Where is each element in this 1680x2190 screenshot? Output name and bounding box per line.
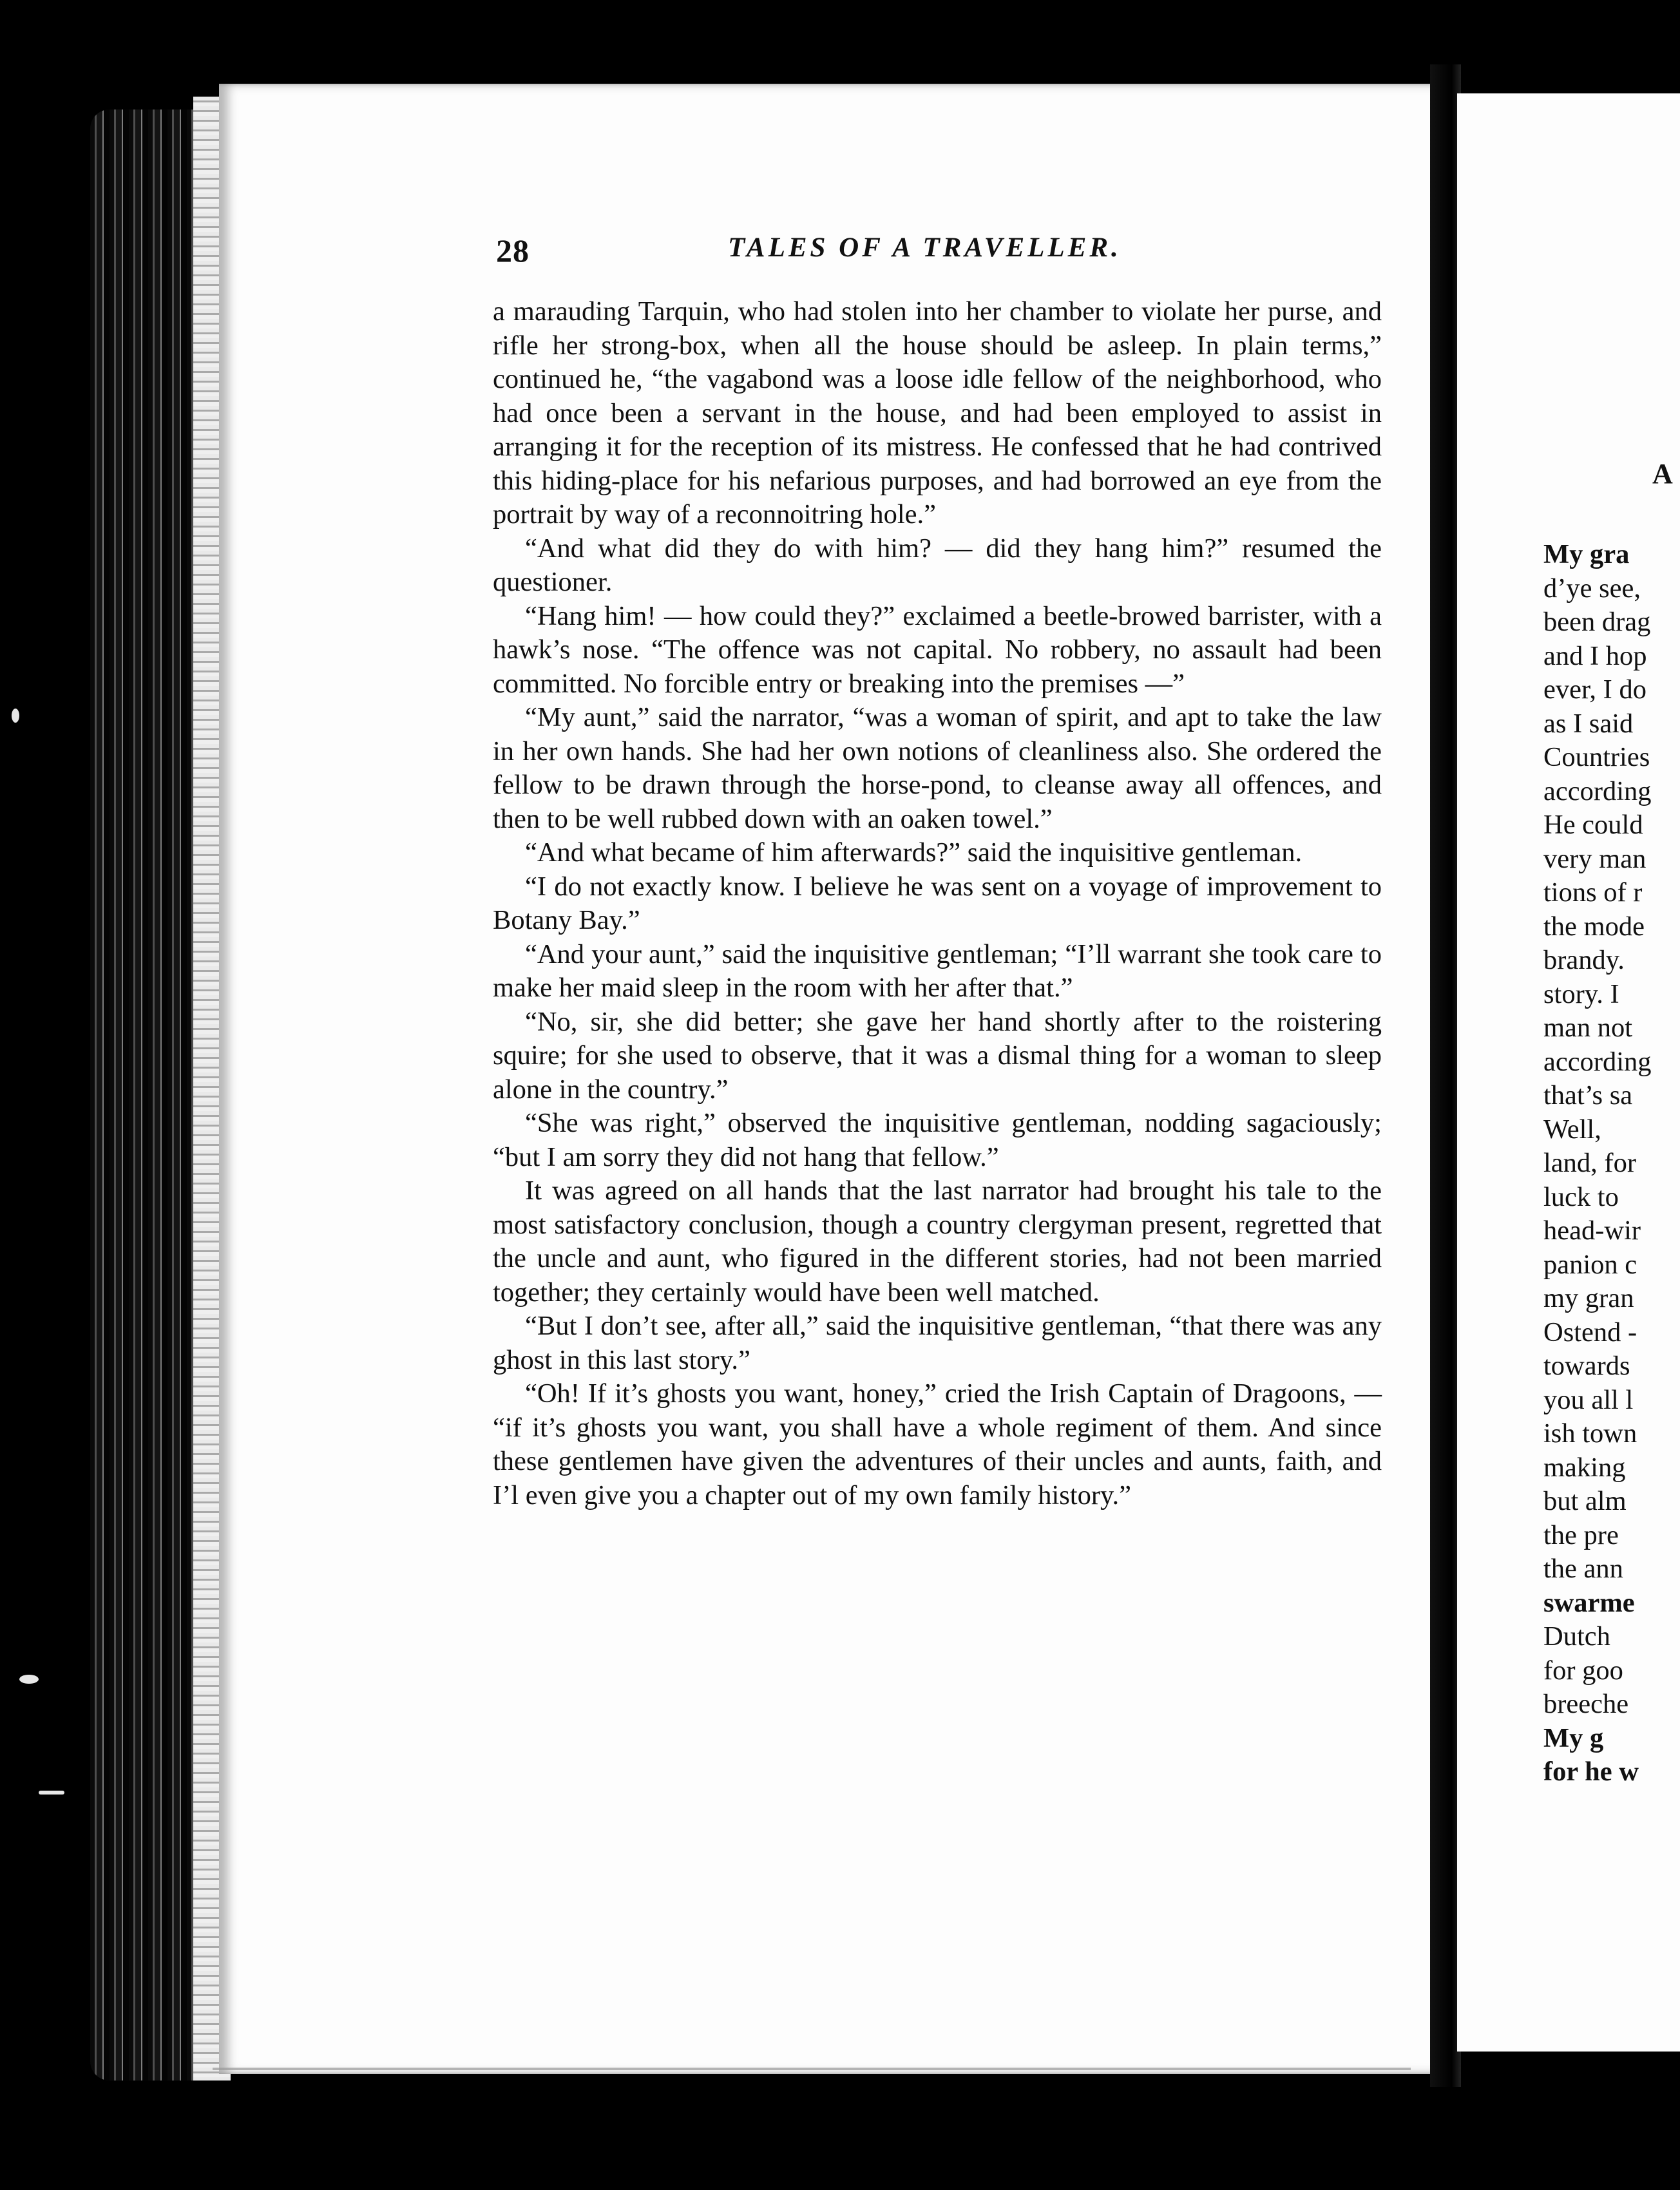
facing-line: swarme — [1543, 1587, 1635, 1618]
page-number: 28 — [496, 233, 530, 269]
facing-line: towards — [1543, 1351, 1630, 1381]
paragraph: “Hang him! — how could they?” exclaimed a beetle-browed barrister, with a hawk’s nose. “The offence was not capital. No robbery, no assault had been committed. No forcible entry or breaking into the premises —” — [493, 600, 1382, 699]
facing-page-lines — [1543, 538, 1680, 1789]
paragraph: “She was right,” observed the inquisitive gentleman, nodding sagaciously; “but I am sorry they did not hang that fellow.” — [493, 1108, 1382, 1172]
facing-line: according — [1543, 1046, 1652, 1077]
paragraph: “And what became of him afterwards?” said the inquisitive gentleman. — [525, 837, 1303, 868]
facing-line: the pre — [1543, 1519, 1619, 1550]
facing-line: Well, — [1543, 1114, 1601, 1145]
book-gutter — [1430, 64, 1461, 2087]
facing-page — [1457, 93, 1680, 2052]
facing-page-heading: A — [1652, 458, 1675, 490]
facing-line: man not — [1543, 1013, 1633, 1043]
facing-line: My gra — [1543, 539, 1630, 569]
paragraph: “I do not exactly know. I believe he was sent on a voyage of improvement to Botany Bay.” — [493, 871, 1382, 935]
scan-artifact — [12, 709, 19, 723]
facing-line: breeche — [1543, 1689, 1629, 1719]
page-header — [496, 232, 1385, 271]
facing-line: making — [1543, 1452, 1626, 1483]
facing-line: Ostend - — [1543, 1317, 1637, 1347]
paragraph: “My aunt,” said the narrator, “was a woman of spirit, and apt to take the law in her own hands. She had her own notions of cleanliness also. She ordered the fellow to be drawn through the horse-pond, to cleanse away all offences, and then to be well rubbed down with an oaken towel.” — [493, 702, 1382, 834]
facing-line: Dutch — [1543, 1621, 1610, 1652]
facing-line: you all l — [1543, 1384, 1634, 1415]
facing-line: that’s sa — [1543, 1080, 1633, 1110]
paragraph: “And your aunt,” said the inquisitive gentleman; “I’ll warrant she took care to make her maid sleep in the room with her after that.” — [493, 938, 1382, 1003]
facing-line: He could — [1543, 810, 1643, 840]
scan-artifact — [39, 1791, 64, 1795]
body-text — [493, 295, 1382, 1512]
facing-page-text — [1457, 93, 1680, 2052]
facing-line: luck to — [1543, 1181, 1619, 1212]
facing-line: the mode — [1543, 911, 1645, 942]
facing-line: My g — [1543, 1722, 1604, 1753]
facing-line: as I said — [1543, 708, 1634, 739]
facing-line: but alm — [1543, 1486, 1627, 1516]
facing-line: story. I — [1543, 978, 1619, 1009]
facing-line: land, for — [1543, 1148, 1636, 1178]
running-title: TALES OF A TRAVELLER. — [728, 233, 1122, 263]
paragraph: It was agreed on all hands that the last narrator had brought his tale to the most satisfactory conclusion, though a country clergyman present, regretted that the uncle and aunt, who figured in the different stories, had not been married together; they certainly would have been well matched. — [493, 1176, 1382, 1308]
paragraph: “But I don’t see, after all,” said the inquisitive gentleman, “that there was any ghost in this last story.” — [493, 1311, 1382, 1375]
facing-line: the ann — [1543, 1554, 1623, 1584]
scan-artifact — [19, 1675, 39, 1684]
facing-line: for goo — [1543, 1655, 1623, 1686]
facing-line: ish town — [1543, 1418, 1637, 1449]
paragraph: a marauding Tarquin, who had stolen into her chamber to violate her purse, and rifle her strong-box, when all the house should be asleep. In plain terms,” continued he, “the vagabond was a loose idle fellow of the neighborhood, who had once been a servant in the house, and had been employed to assist in arranging it for the reception of its mistress. He confessed that he had contrived this hiding-place for his nefarious purposes, and had borrowed an eye from the portrait by way of a reconnoitring hole.” — [493, 296, 1382, 529]
facing-line: my gran — [1543, 1283, 1634, 1313]
facing-line: head-wir — [1543, 1215, 1641, 1246]
facing-line: brandy. — [1543, 945, 1625, 975]
facing-line: according — [1543, 776, 1652, 806]
facing-line: very man — [1543, 843, 1647, 874]
facing-line: tions of r — [1543, 877, 1643, 908]
paragraph: “And what did they do with him? — did they hang him?” resumed the questioner. — [493, 533, 1382, 597]
paragraph: “Oh! If it’s ghosts you want, honey,” cried the Irish Captain of Dragoons, — “if it’s ghosts you want, you shall have a whole regiment of them. And since these gentlemen have given the adventures of their uncles and aunts, faith, and I’l even give you a chapter out of my own family history.” — [493, 1378, 1382, 1510]
facing-line: been drag — [1543, 607, 1651, 637]
facing-line: d’ye see, — [1543, 573, 1641, 604]
facing-line: panion c — [1543, 1249, 1637, 1280]
facing-line: Countries — [1543, 742, 1650, 772]
facing-line: ever, I do — [1543, 674, 1647, 705]
facing-line: for he w — [1543, 1757, 1639, 1787]
facing-line: and I hop — [1543, 640, 1647, 671]
page-bottom-edge — [213, 2068, 1411, 2070]
paragraph: “No, sir, she did better; she gave her hand shortly after to the roistering squire; for she used to observe, that it was a dismal thing for a woman to sleep alone in the country.” — [493, 1006, 1382, 1105]
